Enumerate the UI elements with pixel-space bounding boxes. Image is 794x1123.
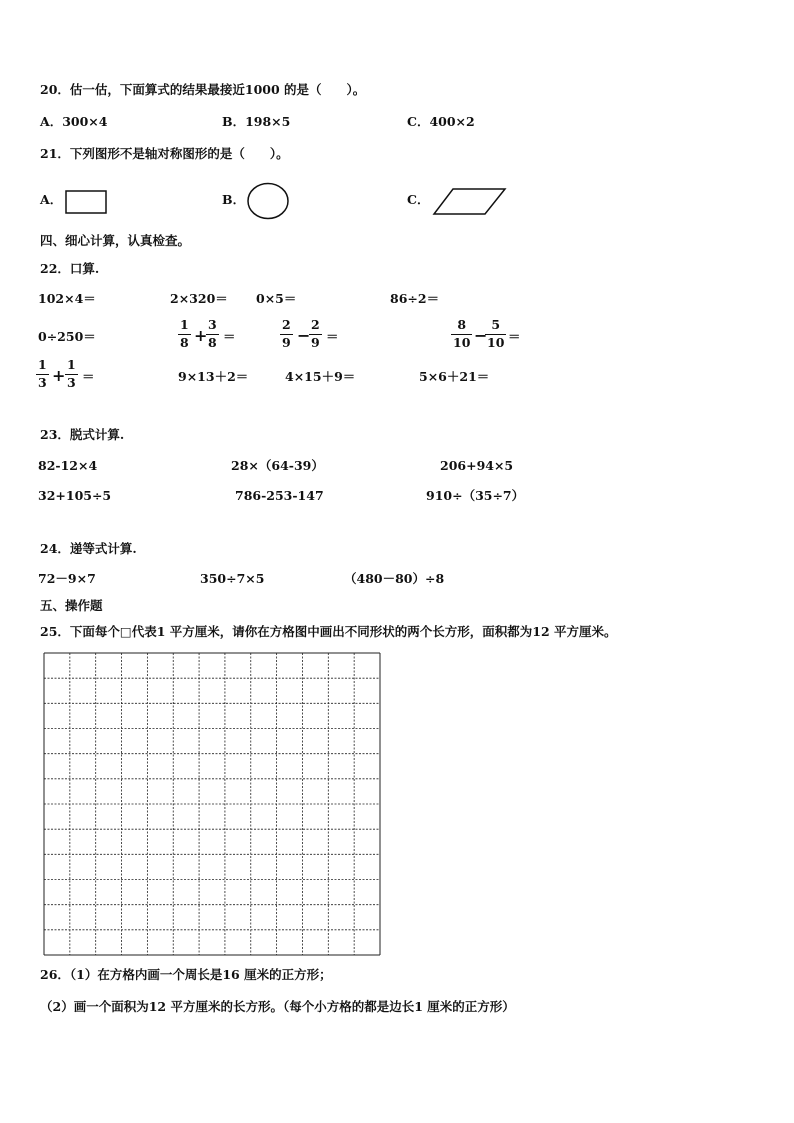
q22-item: 0÷250＝ bbox=[38, 329, 96, 344]
fraction-denominator: 9 bbox=[311, 334, 320, 350]
q20-option-c: C．400×2 bbox=[407, 114, 475, 129]
q23-item: 32+105÷5 bbox=[38, 488, 112, 503]
fraction bbox=[280, 319, 293, 349]
q24-item: 72－9×7 bbox=[38, 571, 96, 586]
fraction-denominator: 9 bbox=[282, 334, 291, 350]
q25-text: 25．下面每个□代表1 平方厘米，请你在方格图中画出不同形状的两个长方形，面积都为12 平方厘米。 bbox=[40, 624, 617, 639]
q24-item: 350÷7×5 bbox=[200, 571, 265, 586]
equals-sign: ＝ bbox=[326, 329, 339, 344]
q22-item: 86÷2＝ bbox=[390, 291, 440, 306]
q23-item: 28×（64-39） bbox=[231, 458, 324, 473]
q23-item: 206+94×5 bbox=[440, 458, 514, 473]
fraction bbox=[206, 319, 219, 349]
minus-sign: − bbox=[297, 326, 311, 345]
fraction bbox=[36, 359, 49, 389]
fraction-numerator: 2 bbox=[311, 317, 320, 332]
q24-title: 24．递等式计算. bbox=[40, 541, 137, 556]
square-grid[interactable] bbox=[43, 652, 381, 956]
plus-sign: + bbox=[194, 326, 208, 345]
q26-line-1: 26．（1）在方格内画一个周长是16 厘米的正方形； bbox=[40, 967, 332, 982]
q22-item: 5×6＋21＝ bbox=[419, 369, 490, 384]
plus-sign: + bbox=[52, 366, 66, 385]
q22-item: 2×320＝ bbox=[170, 291, 228, 306]
section-5-heading: 五、操作题 bbox=[40, 598, 103, 613]
minus-sign: − bbox=[474, 326, 488, 345]
fraction bbox=[451, 319, 472, 349]
fraction bbox=[485, 319, 506, 349]
fraction bbox=[65, 359, 78, 389]
fraction-numerator: 5 bbox=[491, 317, 501, 332]
fraction-denominator: 10 bbox=[453, 334, 471, 350]
fraction-numerator: 1 bbox=[180, 317, 189, 332]
q21-option-a-label: A． bbox=[40, 192, 63, 207]
fraction-denominator: 3 bbox=[38, 374, 47, 390]
q20-option-b: B．198×5 bbox=[222, 114, 291, 129]
q23-item: 82-12×4 bbox=[38, 458, 98, 473]
fraction-numerator: 8 bbox=[457, 317, 467, 332]
equals-sign: ＝ bbox=[508, 329, 521, 344]
fraction-denominator: 8 bbox=[208, 334, 217, 350]
circle-shape bbox=[247, 182, 291, 220]
q23-item: 786-253-147 bbox=[235, 488, 324, 503]
q22-item: 9×13＋2＝ bbox=[178, 369, 249, 384]
q21-question: 21．下列图形不是轴对称图形的是（ ）。 bbox=[40, 146, 289, 161]
q22-item: 4×15＋9＝ bbox=[285, 369, 356, 384]
fraction bbox=[309, 319, 322, 349]
fraction-numerator: 2 bbox=[282, 317, 291, 332]
q21-option-c-label: C． bbox=[407, 192, 430, 207]
q23-title: 23．脱式计算. bbox=[40, 427, 125, 442]
equals-sign: ＝ bbox=[223, 329, 236, 344]
parallelogram-shape bbox=[432, 187, 508, 217]
fraction-denominator: 10 bbox=[487, 334, 505, 350]
fraction-numerator: 1 bbox=[67, 357, 76, 372]
q23-item: 910÷（35÷7） bbox=[426, 488, 525, 503]
fraction-denominator: 8 bbox=[180, 334, 189, 350]
q22-item: 102×4＝ bbox=[38, 291, 96, 306]
q21-option-b-label: B． bbox=[222, 192, 246, 207]
rectangle-shape bbox=[65, 190, 107, 214]
q22-item: 0×5＝ bbox=[256, 291, 297, 306]
fraction-numerator: 3 bbox=[208, 317, 217, 332]
equals-sign: ＝ bbox=[82, 369, 95, 384]
fraction-denominator: 3 bbox=[67, 374, 76, 390]
q20-question: 20．估一估，下面算式的结果最接近1000 的是（ ）。 bbox=[40, 82, 366, 97]
fraction bbox=[178, 319, 191, 349]
q20-option-a: A．300×4 bbox=[40, 114, 108, 129]
q26-line-2: （2）画一个面积为12 平方厘米的长方形。（每个小方格的都是边长1 厘米的正方形） bbox=[40, 999, 515, 1014]
fraction-numerator: 1 bbox=[38, 357, 47, 372]
section-4-heading: 四、细心计算，认真检查。 bbox=[40, 233, 191, 248]
q22-title: 22．口算. bbox=[40, 261, 100, 276]
q24-item: （480－80）÷8 bbox=[344, 571, 445, 586]
